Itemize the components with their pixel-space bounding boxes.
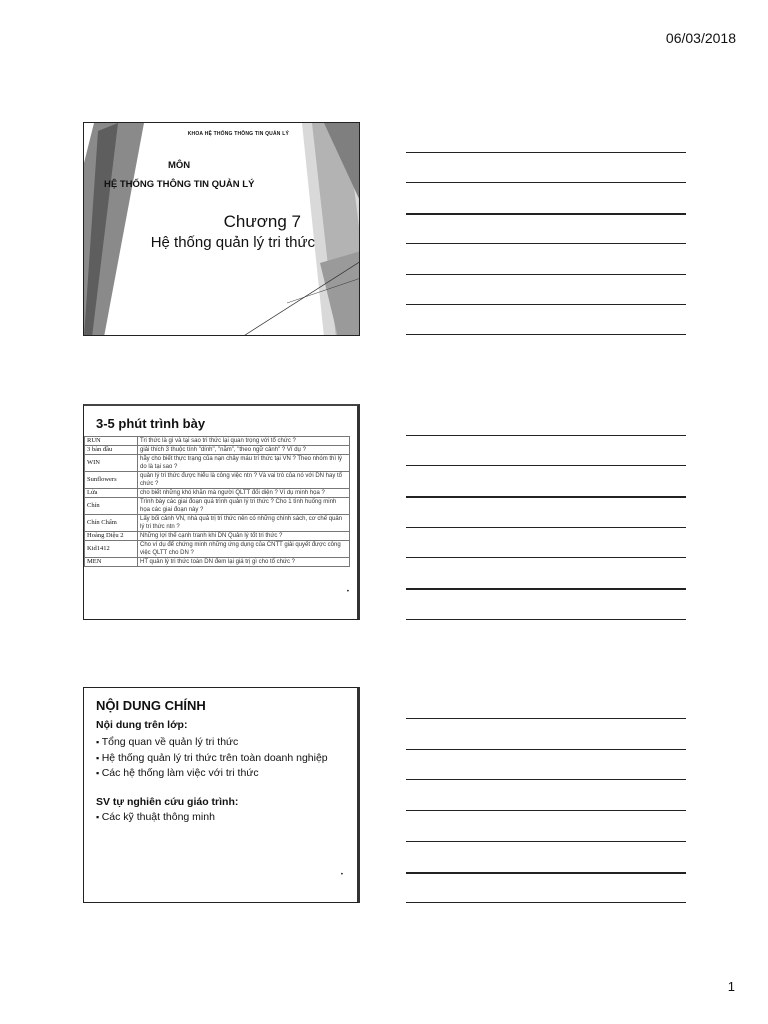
question-text: Những lợi thế cạnh tranh khi DN Quản lý tốt tri thức ?	[138, 532, 350, 541]
team-name: Lửa	[85, 489, 138, 498]
table-row	[85, 446, 350, 455]
team-name: 3 bàn đầu	[85, 446, 138, 455]
question-text: giải thích 3 thuộc tính "dính", "nằm", "theo ngữ cảnh" ? Ví dụ ?	[138, 446, 350, 455]
slide1-faculty: KHOA HỆ THỐNG THÔNG TIN QUẢN LÝ	[187, 131, 289, 137]
team-name: Chín Chấm	[85, 515, 138, 532]
table-row	[85, 437, 350, 446]
table-row	[85, 558, 350, 567]
team-name: MEN	[85, 558, 138, 567]
slide1-course: HỆ THỐNG THÔNG TIN QUẢN LÝ	[104, 179, 255, 190]
page-number: 1	[727, 979, 735, 994]
slide-marker: •	[346, 589, 349, 595]
slide-thumbnail-presentation	[83, 404, 360, 620]
list-item: ▪ Hệ thống quản lý tri thức trên toàn doanh nghiệp	[96, 751, 328, 767]
slide3-class-list	[96, 735, 328, 782]
question-text: hãy cho biết thực trạng của nạn chảy máu trí thức tại VN ? Theo nhóm thì lý do là tại sao ?	[138, 455, 350, 472]
team-name: Sunflowers	[85, 472, 138, 489]
slide1-subject-label: MÔN	[168, 160, 191, 171]
table-row	[85, 498, 350, 515]
page-date: 06/03/2018	[665, 30, 736, 46]
slide-marker: •	[340, 872, 343, 878]
slide3-heading: NỘI DUNG CHÍNH	[96, 698, 206, 713]
slide2-title: 3-5 phút trình bày	[96, 416, 206, 431]
table-row	[85, 489, 350, 498]
slide1-chapter: Chương 7	[223, 212, 301, 231]
slide3-self-label: SV tự nghiên cứu giáo trình:	[96, 796, 239, 808]
table-row	[85, 532, 350, 541]
table-row	[85, 541, 350, 558]
slide3-class-label: Nội dung trên lớp:	[96, 719, 188, 731]
slide1-title: Hệ thống quản lý tri thức	[150, 234, 315, 251]
slide-thumbnail-contents	[83, 687, 360, 903]
slide-decoration-graphic	[84, 123, 360, 336]
table-row	[85, 472, 350, 489]
question-text: quản lý tri thức được hiểu là công việc ntn ? Và vai trò của nó với DN hay tổ chức ?	[138, 472, 350, 489]
team-name: RUN	[85, 437, 138, 446]
team-name: Kid1412	[85, 541, 138, 558]
table-row	[85, 455, 350, 472]
question-text: Cho ví dụ để chứng minh những ứng dụng của CNTT giải quyết được công việc QLTT cho DN ?	[138, 541, 350, 558]
slide-thumbnail-title	[83, 122, 360, 336]
question-text: cho biết những khó khăn mà người QLTT đối diện ? Ví dụ minh họa ?	[138, 489, 350, 498]
slide3-self-list	[96, 810, 215, 826]
question-text: Trình bày các giai đoạn quá trình quản lý tri thức ? Cho 1 tình huống minh họa các giai đoạn này ?	[138, 498, 350, 515]
list-item: ▪ Các kỹ thuật thông minh	[96, 810, 215, 826]
question-text: Lấy bối cảnh VN, nhà quả trị tri thức nên có những chính sách, cơ chế quản lý tri thức ntn ?	[138, 515, 350, 532]
presentation-table	[84, 436, 350, 567]
list-item: ▪ Tổng quan về quản lý tri thức	[96, 735, 328, 751]
team-name: Chín	[85, 498, 138, 515]
team-name: Hoàng Diệu 2	[85, 532, 138, 541]
question-text: HT quản lý tri thức toàn DN đem lại giá trị gì cho tổ chức ?	[138, 558, 350, 567]
table-row	[85, 515, 350, 532]
list-item: ▪ Các hệ thống làm việc với tri thức	[96, 766, 328, 782]
team-name: WIN	[85, 455, 138, 472]
question-text: Tri thức là gì và tại sao tri thức lại quan trọng với tổ chức ?	[138, 437, 350, 446]
